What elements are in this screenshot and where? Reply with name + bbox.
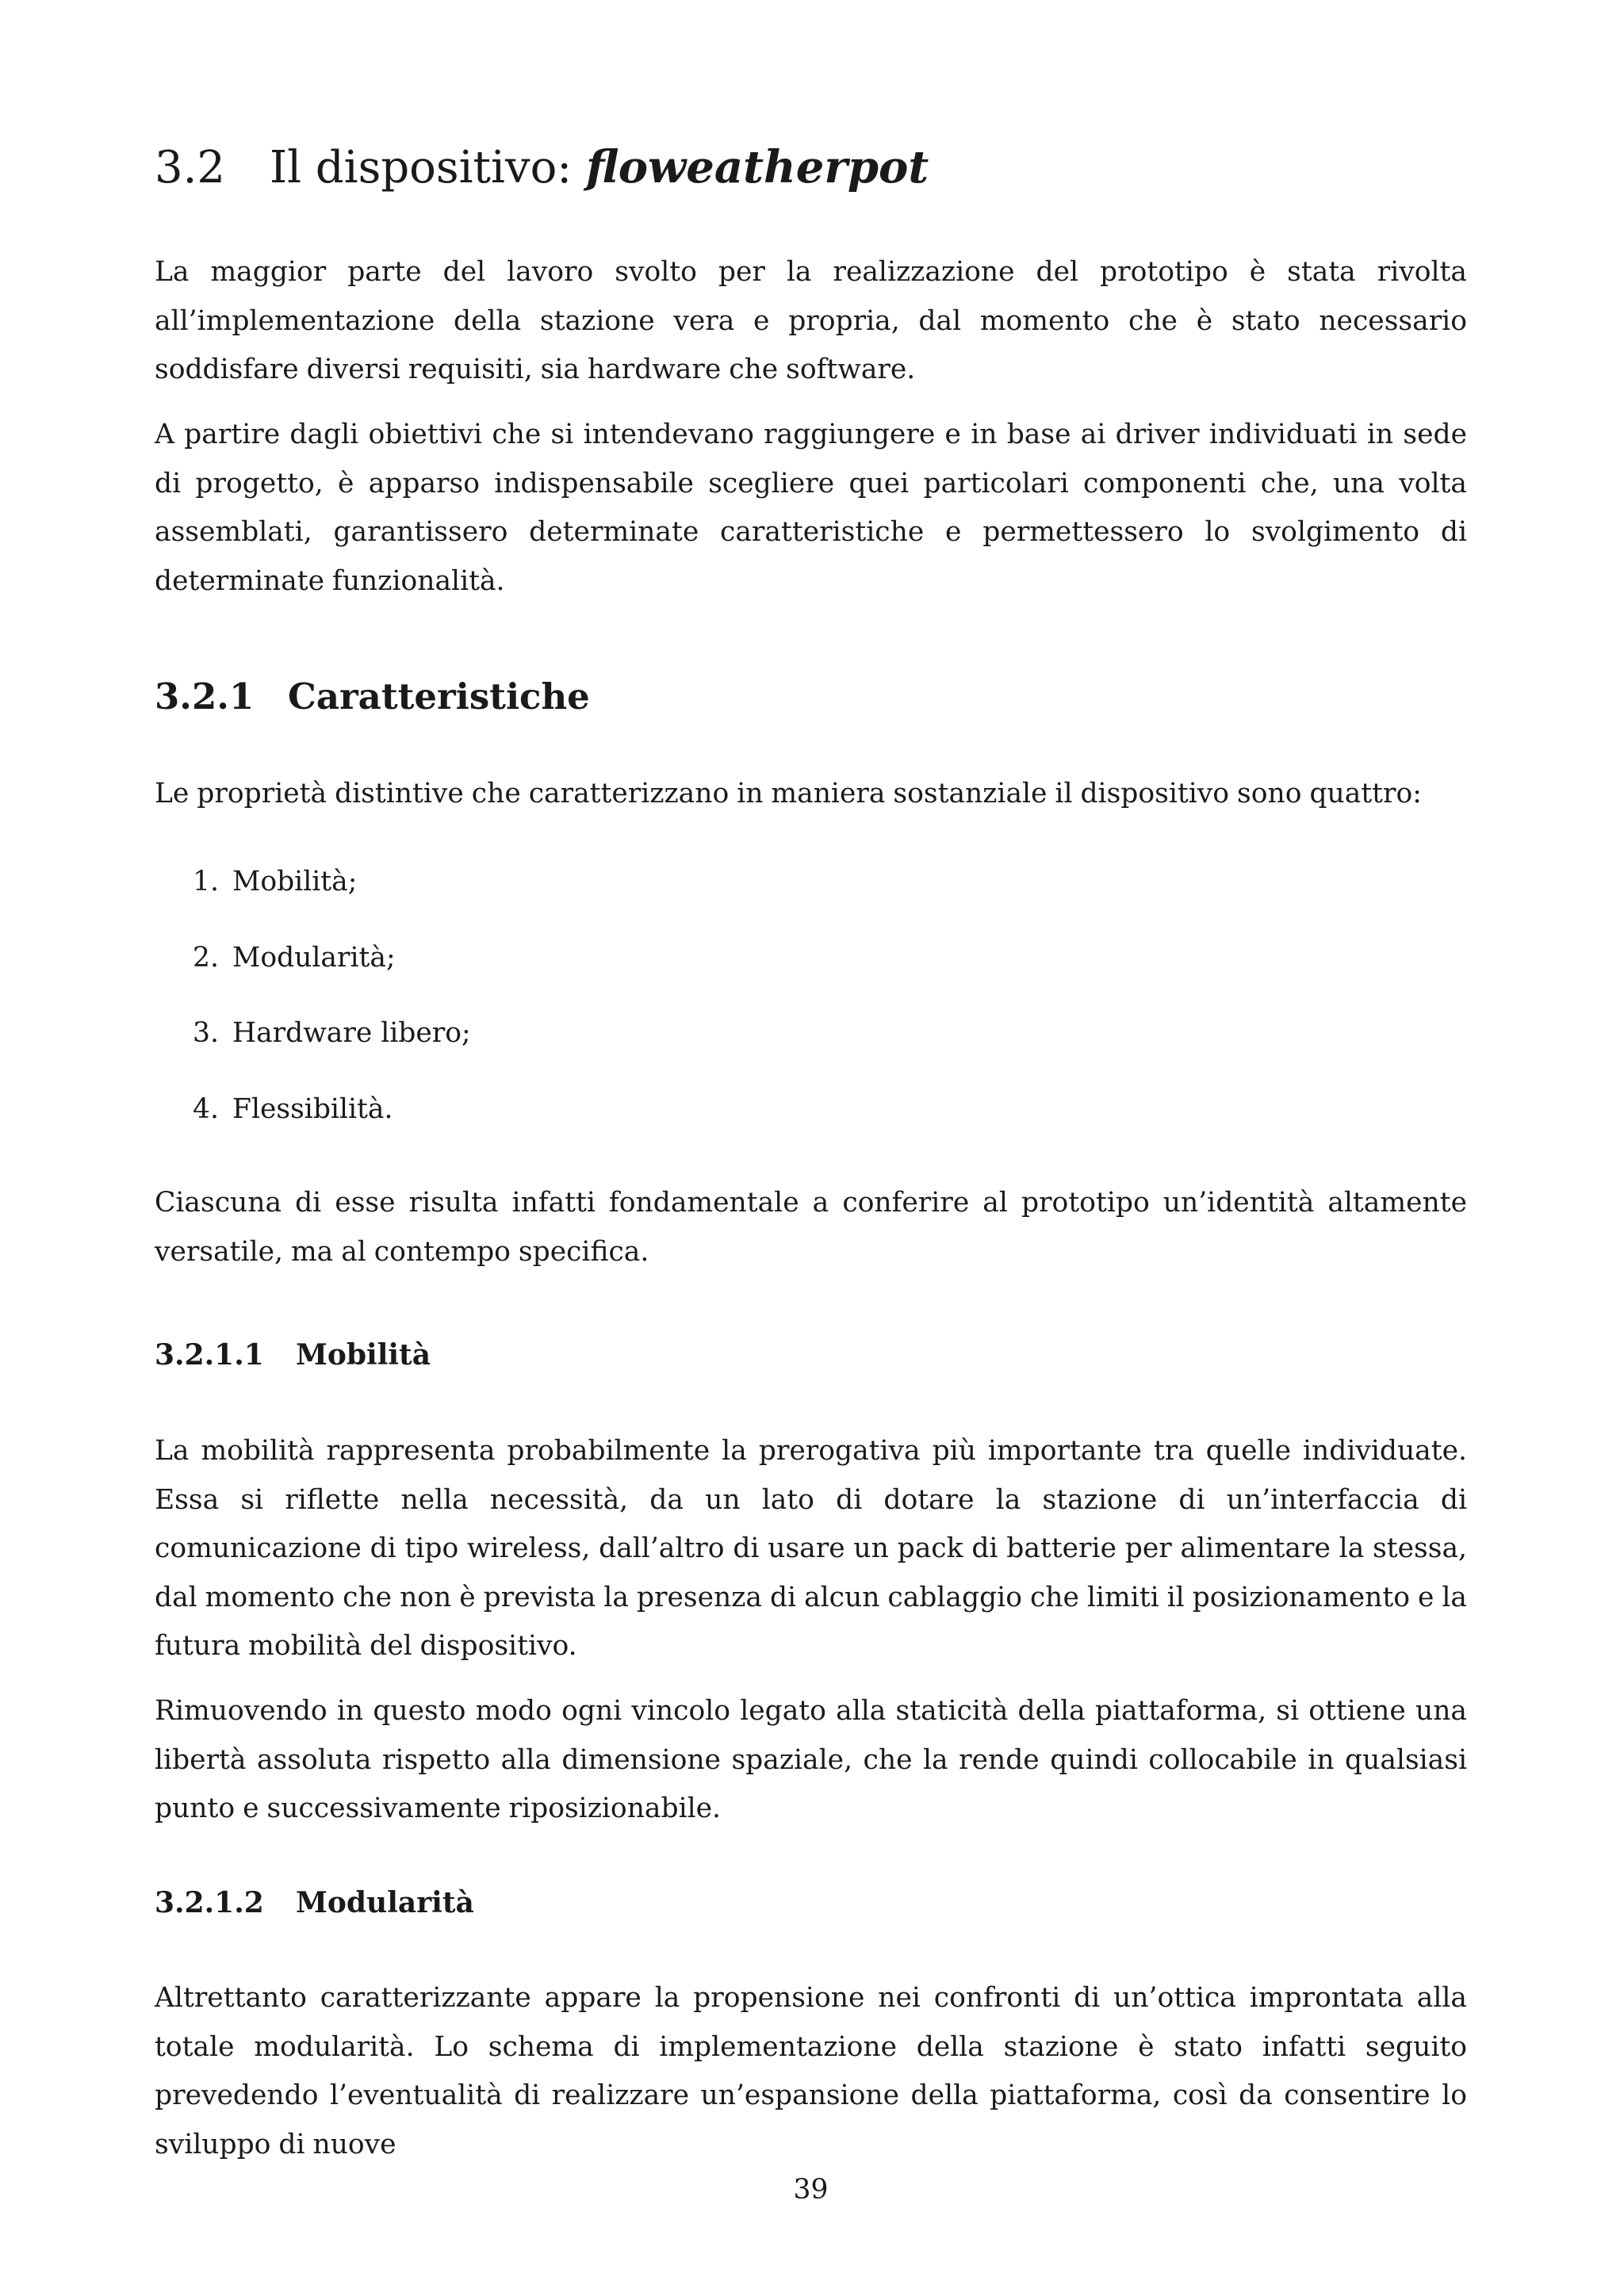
- list-item: [155, 1009, 1467, 1058]
- modularita-heading: [155, 1886, 1467, 1920]
- list-marker: 2.: [193, 941, 219, 974]
- modularita-title: Modularità: [296, 1886, 474, 1919]
- mobilita-title: Mobilità: [296, 1338, 431, 1372]
- mobilita-heading: [155, 1338, 1467, 1372]
- list-marker: 1.: [193, 866, 219, 897]
- mobilita-paragraph-2: Rimuovendo in questo modo ogni vincolo legato alla staticità della piattaforma, si ottiene una libertà assoluta rispetto alla dimensione spaziale, che la rende quindi collocabile in qualsiasi punto e successivamente riposizionabile.: [155, 1695, 1467, 1824]
- list-marker: 3.: [193, 1017, 219, 1049]
- list-item: [155, 1085, 1467, 1135]
- list-item-text: Hardware libero;: [232, 1017, 471, 1049]
- subsection-heading: [155, 675, 1467, 718]
- section-number: 3.2: [155, 142, 226, 193]
- list-marker: 4.: [193, 1093, 219, 1125]
- subsection-title: Caratteristiche: [288, 675, 590, 718]
- list-item-text: Flessibilità.: [232, 1093, 393, 1125]
- features-list: [155, 858, 1467, 1161]
- list-item-text: Modularità;: [232, 941, 396, 974]
- modularita-number: 3.2.1.2: [155, 1886, 264, 1919]
- list-item: [155, 858, 1467, 907]
- list-item-text: Mobilità;: [232, 866, 358, 897]
- intro-paragraph-2: A partire dagli obiettivi che si intendevano raggiungere e in base ai driver individuati in sede di progetto, è apparso indispensabile scegliere quei particolari componenti che, una volta assemblati, garantissero determinate caratteristiche e permettessero lo svolgimento di determinate funzionalità.: [155, 419, 1467, 597]
- page-number: 39: [793, 2174, 829, 2206]
- subsection-intro: Le proprietà distintive che caratterizzano in maniera sostanziale il dispositivo sono quattro:: [155, 778, 1422, 809]
- mobilita-paragraph-1: La mobilità rappresenta probabilmente la prerogativa più importante tra quelle individuate. Essa si riflette nella necessità, da un lato di dotare la stazione di un’interfaccia di comunicazione di tipo wireless, dall’altro di usare un pack di batterie per alimentare la stessa, dal momento che non è prevista la presenza di alcun cablaggio che limiti il posizionamento e la futura mobilità del dispositivo.: [155, 1435, 1467, 1662]
- list-item: [155, 934, 1467, 983]
- subsection-number: 3.2.1: [155, 675, 255, 718]
- document-page: [155, 0, 1467, 2296]
- section-heading: [155, 141, 1467, 194]
- section-title-prefix: Il dispositivo:: [270, 142, 586, 193]
- mobilita-number: 3.2.1.1: [155, 1338, 264, 1372]
- intro-paragraph-1: La maggior parte del lavoro svolto per la realizzazione del prototipo è stata rivolta all’implementazione della stazione vera e propria, dal momento che è stato necessario soddisfare diversi requisiti, sia hardware che software.: [155, 256, 1467, 385]
- subsection-outro: Ciascuna di esse risulta infatti fondamentale a conferire al prototipo un’identità altamente versatile, ma al contempo specifica.: [155, 1187, 1467, 1268]
- modularita-paragraph-1: Altrettanto caratterizzante appare la propensione nei confronti di un’ottica improntata alla totale modularità. Lo schema di implementazione della stazione è stato infatti seguito prevedendo l’eventualità di realizzare un’espansione della piattaforma, così da consentire lo sviluppo di nuove: [155, 1982, 1467, 2160]
- section-title-product: floweatherpot: [585, 141, 929, 193]
